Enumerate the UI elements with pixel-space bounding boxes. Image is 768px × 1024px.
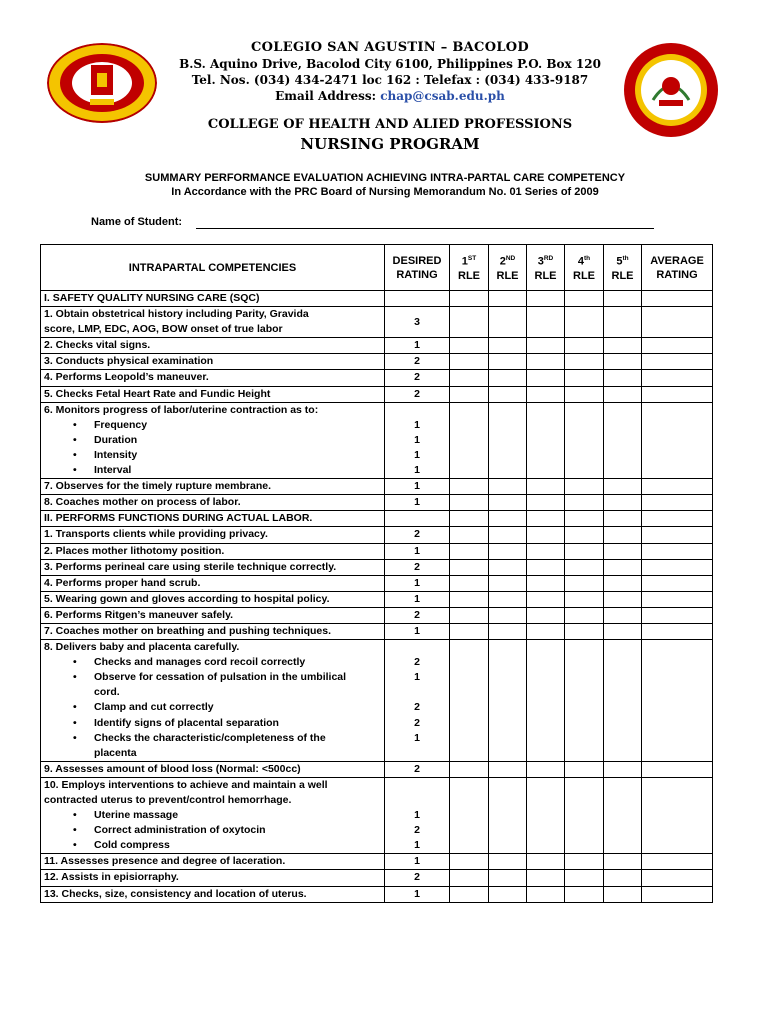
competency-item: 3. Performs perineal care using sterile technique correctly. [41,559,385,575]
rating-cell[interactable] [604,402,642,478]
rating-cell[interactable] [604,640,642,762]
desired-rating: 1 [385,575,450,591]
rating-cell[interactable] [450,370,489,386]
table-row [41,495,713,511]
desired-rating: 1 2 1 [385,777,450,853]
average-cell[interactable] [642,402,713,478]
desired-rating: 2 [385,870,450,886]
email-link[interactable]: chap@csab.edu.ph [380,89,505,103]
rating-cell[interactable] [565,623,604,639]
average-cell[interactable] [642,543,713,559]
email-line [160,89,620,103]
table-row [41,307,713,338]
section-row [41,291,713,307]
desired-rating: 2 [385,354,450,370]
student-name-field[interactable] [196,228,654,229]
rating-cell[interactable] [527,386,565,402]
table-row [41,543,713,559]
rating-cell[interactable] [527,640,565,762]
rating-cell[interactable] [450,761,489,777]
table-row [41,386,713,402]
desired-rating: 1 [385,543,450,559]
rating-cell[interactable] [489,761,527,777]
header-desired-rating: DESIRED RATING [385,245,450,291]
header-rle-3: 3RD RLE [527,245,565,291]
rating-cell[interactable] [565,527,604,543]
rating-cell[interactable] [450,870,489,886]
table-row [41,354,713,370]
average-cell[interactable] [642,854,713,870]
rating-cell[interactable] [565,307,604,338]
desired-rating: 1 [385,854,450,870]
rating-cell[interactable] [604,338,642,354]
competency-item: 10. Employs interventions to achieve and maintain a well contracted uterus to prevent/control hemorrhage. • Uterine massage • Correct administration of oxytocin • Cold compress [41,777,385,853]
competency-item: 12. Assists in episiorraphy. [41,870,385,886]
rating-cell[interactable] [489,607,527,623]
competency-item: 2. Checks vital signs. [41,338,385,354]
average-cell[interactable] [642,559,713,575]
desired-rating: 2 [385,761,450,777]
desired-rating: 2 [385,370,450,386]
table-row [41,527,713,543]
rating-cell[interactable] [527,886,565,902]
rating-cell[interactable] [489,386,527,402]
desired-rating: 2 [385,607,450,623]
rating-cell[interactable] [489,527,527,543]
rating-cell[interactable] [527,543,565,559]
rating-cell[interactable] [450,402,489,478]
rating-cell[interactable] [565,640,604,762]
email-label: Email Address: [275,89,377,103]
competency-item: 5. Checks Fetal Heart Rate and Fundic Height [41,386,385,402]
rating-cell[interactable] [489,854,527,870]
desired-rating: 1 1 1 1 [385,402,450,478]
rating-cell[interactable] [565,386,604,402]
rating-cell[interactable] [527,354,565,370]
rating-cell[interactable] [489,402,527,478]
school-telephone: Tel. Nos. (034) 434-2471 loc 162 : Telefax : (034) 433-9187 [191,73,589,87]
rating-cell[interactable] [527,870,565,886]
rating-cell[interactable] [527,307,565,338]
competency-item: 4. Performs Leopold’s maneuver. [41,370,385,386]
table-row [41,370,713,386]
rating-cell[interactable] [489,591,527,607]
rating-cell[interactable] [489,575,527,591]
table-row [41,607,713,623]
rating-cell[interactable] [450,607,489,623]
rating-cell[interactable] [450,886,489,902]
student-name-label: Name of Student: [91,216,183,228]
average-cell[interactable] [642,338,713,354]
rating-cell[interactable] [604,479,642,495]
header-rle-2: 2ND RLE [489,245,527,291]
rating-cell[interactable] [565,543,604,559]
competency-item: 8. Delivers baby and placenta carefully. • Checks and manages cord recoil correctly • Observe for cessation of pulsation in the umbilical cord. • Clamp and cut correctly • Identify signs of placental separation • Checks the characteristic/completeness of the placenta [41,640,385,762]
rating-cell[interactable] [527,854,565,870]
rating-cell[interactable] [489,370,527,386]
header-rle-5: 5th RLE [604,245,642,291]
competency-item: 13. Checks, size, consistency and location of uterus. [41,886,385,902]
desired-rating: 1 [385,338,450,354]
competency-item: 1. Obtain obstetrical history including Parity, Gravida score, LMP, EDC, AOG, BOW onset of true labor [41,307,385,338]
table-row [41,402,713,478]
rating-cell[interactable] [527,527,565,543]
rating-cell[interactable] [450,354,489,370]
competency-item: 6. Monitors progress of labor/uterine contraction as to: • Frequency • Duration • Intensity • Interval [41,402,385,478]
rating-cell[interactable] [565,575,604,591]
rating-cell[interactable] [527,402,565,478]
table-row [41,591,713,607]
rating-cell[interactable] [450,559,489,575]
colegio-san-agustin-seal [47,43,157,123]
rating-cell[interactable] [450,640,489,762]
table-row [41,479,713,495]
average-cell[interactable] [642,495,713,511]
rating-cell[interactable] [527,338,565,354]
average-cell[interactable] [642,386,713,402]
rating-cell[interactable] [604,543,642,559]
rating-cell[interactable] [604,886,642,902]
rating-cell[interactable] [604,854,642,870]
table-header-row [41,245,713,291]
table-row [41,623,713,639]
rating-cell[interactable] [527,761,565,777]
desired-rating: 1 [385,479,450,495]
competency-item: 1. Transports clients while providing privacy. [41,527,385,543]
section-title: II. PERFORMS FUNCTIONS DURING ACTUAL LABOR. [41,511,385,527]
rating-cell[interactable] [604,623,642,639]
header-rle-1: 1ST RLE [450,245,489,291]
college-name: COLLEGE OF HEALTH AND ALIED PROFESSIONS [207,117,573,132]
desired-rating: 2 [385,527,450,543]
header-competencies: INTRAPARTAL COMPETENCIES [41,245,385,291]
table-row [41,777,713,853]
desired-rating: 1 [385,886,450,902]
competency-item: 8. Coaches mother on process of labor. [41,495,385,511]
table-row [41,854,713,870]
average-cell[interactable] [642,886,713,902]
table-row [41,886,713,902]
average-cell[interactable] [642,607,713,623]
table-row [41,761,713,777]
rating-cell[interactable] [604,495,642,511]
rating-cell[interactable] [450,386,489,402]
form-subtitle: In Accordance with the PRC Board of Nursing Memorandum No. 01 Series of 2009 [171,186,599,198]
rating-cell[interactable] [489,886,527,902]
average-cell[interactable] [642,354,713,370]
college-health-allied-professions-seal [623,42,719,138]
competency-item: 6. Performs Ritgen’s maneuver safely. [41,607,385,623]
rating-cell[interactable] [450,338,489,354]
rating-cell[interactable] [527,495,565,511]
desired-rating: 1 [385,495,450,511]
rating-cell[interactable] [450,527,489,543]
rating-cell[interactable] [604,354,642,370]
rating-cell[interactable] [565,854,604,870]
average-cell[interactable] [642,591,713,607]
rating-cell[interactable] [489,623,527,639]
rating-cell[interactable] [565,370,604,386]
average-cell[interactable] [642,527,713,543]
average-cell[interactable] [642,370,713,386]
rating-cell[interactable] [565,402,604,478]
rating-cell[interactable] [489,338,527,354]
table-row [41,640,713,762]
rating-cell[interactable] [489,543,527,559]
rating-cell[interactable] [450,479,489,495]
desired-rating: 2 [385,559,450,575]
school-name: COLEGIO SAN AGUSTIN – BACOLOD [251,40,529,55]
competency-item: 5. Wearing gown and gloves according to hospital policy. [41,591,385,607]
desired-rating: 2 1 2 2 1 [385,640,450,762]
rating-cell[interactable] [450,591,489,607]
average-cell[interactable] [642,777,713,853]
rating-cell[interactable] [604,607,642,623]
section-row [41,511,713,527]
rating-cell[interactable] [604,370,642,386]
competency-item: 7. Observes for the timely rupture membrane. [41,479,385,495]
rating-cell[interactable] [604,307,642,338]
rating-cell[interactable] [565,870,604,886]
rating-cell[interactable] [604,761,642,777]
rating-cell[interactable] [604,559,642,575]
rating-cell[interactable] [527,607,565,623]
desired-rating: 3 [385,307,450,338]
rating-cell[interactable] [565,495,604,511]
rating-cell[interactable] [565,777,604,853]
rating-cell[interactable] [604,527,642,543]
competency-item: 7. Coaches mother on breathing and pushing techniques. [41,623,385,639]
average-cell[interactable] [642,761,713,777]
rating-cell[interactable] [604,591,642,607]
rating-cell[interactable] [565,559,604,575]
table-row [41,575,713,591]
table-row [41,559,713,575]
section-title: I. SAFETY QUALITY NURSING CARE (SQC) [41,291,385,307]
rating-cell[interactable] [527,591,565,607]
average-cell[interactable] [642,575,713,591]
rating-cell[interactable] [565,886,604,902]
rating-cell[interactable] [450,307,489,338]
competency-item: 11. Assesses presence and degree of laceration. [41,854,385,870]
rating-cell[interactable] [489,479,527,495]
form-title: SUMMARY PERFORMANCE EVALUATION ACHIEVING INTRA-PARTAL CARE COMPETENCY [144,172,626,184]
rating-cell[interactable] [450,854,489,870]
rating-cell[interactable] [565,479,604,495]
rating-cell[interactable] [604,386,642,402]
competency-item: 4. Performs proper hand scrub. [41,575,385,591]
rating-cell[interactable] [489,640,527,762]
competency-item: 9. Assesses amount of blood loss (Normal: <500cc) [41,761,385,777]
header-average-rating: AVERAGE RATING [642,245,713,291]
rating-cell[interactable] [450,495,489,511]
average-cell[interactable] [642,870,713,886]
average-cell[interactable] [642,623,713,639]
header-rle-4: 4th RLE [565,245,604,291]
rating-cell[interactable] [527,370,565,386]
desired-rating: 2 [385,386,450,402]
rating-cell[interactable] [604,575,642,591]
rating-cell[interactable] [527,479,565,495]
rating-cell[interactable] [489,870,527,886]
average-cell[interactable] [642,479,713,495]
rating-cell[interactable] [450,623,489,639]
table-row [41,870,713,886]
competency-item: 3. Conducts physical examination [41,354,385,370]
rating-cell[interactable] [489,495,527,511]
rating-cell[interactable] [489,777,527,853]
program-name: NURSING PROGRAM [300,135,480,153]
rating-cell[interactable] [527,575,565,591]
rating-cell[interactable] [450,777,489,853]
rating-cell[interactable] [565,761,604,777]
average-cell[interactable] [642,307,713,338]
rating-cell[interactable] [527,623,565,639]
rating-cell[interactable] [565,591,604,607]
rating-cell[interactable] [450,543,489,559]
competency-table [40,244,713,903]
desired-rating: 1 [385,623,450,639]
rating-cell[interactable] [604,777,642,853]
rating-cell[interactable] [565,607,604,623]
rating-cell[interactable] [527,777,565,853]
rating-cell[interactable] [489,354,527,370]
rating-cell[interactable] [604,870,642,886]
rating-cell[interactable] [450,575,489,591]
desired-rating: 1 [385,591,450,607]
school-address: B.S. Aquino Drive, Bacolod City 6100, Philippines P.O. Box 120 [179,57,601,71]
rating-cell[interactable] [489,559,527,575]
rating-cell[interactable] [489,307,527,338]
rating-cell[interactable] [527,559,565,575]
competency-item: 2. Places mother lithotomy position. [41,543,385,559]
average-cell[interactable] [642,640,713,762]
table-row [41,338,713,354]
rating-cell[interactable] [565,354,604,370]
rating-cell[interactable] [565,338,604,354]
